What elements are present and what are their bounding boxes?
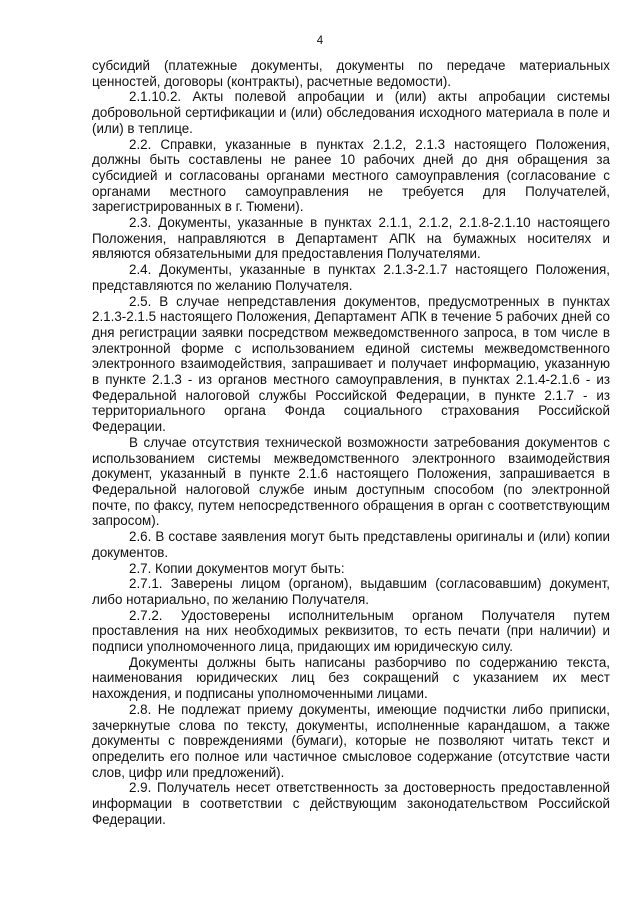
paragraph-2-8: 2.8. Не подлежат приему документы, имеющие подчистки либо приписки, зачеркнутые слова по тексту, документы, исполненные карандашом, а также документы с повреждениями (бумаги), которые не позволяют читать текст и определить его полное или частичное смысловое содержание (отсутствие части слов, цифр или предложений). <box>92 701 610 780</box>
paragraph-2-2: 2.2. Справки, указанные в пунктах 2.1.2, 2.1.3 настоящего Положения, должны быть составлены не ранее 10 рабочих дней до дня обращения за субсидией и согласованы органами местного самоуправления (согласование с органами местного самоуправления не требуется для Получателей, зарегистрированных в г. Тюмени). <box>92 136 610 215</box>
paragraph-2-5-technical: В случае отсутствия технической возможности затребования документов с использованием системы межведомственного электронного взаимодействия документ, указанный в пункте 2.1.6 настоящего Положения, запрашивается в Федеральной налоговой службе иным доступным способом (по электронной почте, по факсу, путем непосредственного обращения в орган с соответствующим запросом). <box>92 434 610 529</box>
paragraph-2-4: 2.4. Документы, указанные в пунктах 2.1.3-2.1.7 настоящего Положения, представляются по желанию Получателя. <box>92 262 610 293</box>
document-body <box>92 58 610 827</box>
paragraph-2-7: 2.7. Копии документов могут быть: <box>129 560 345 576</box>
paragraph-documents-legibility: Документы должны быть написаны разборчиво по содержанию текста, наименования юридических лиц без сокращений с указанием их мест нахождения, и подписаны уполномоченными лицами. <box>92 654 610 702</box>
paragraph-subsidy-documents: субсидий (платежные документы, документы по передаче материальных ценностей, договоры (контракты), расчетные ведомости). <box>92 58 610 89</box>
paragraph-2-3: 2.3. Документы, указанные в пунктах 2.1.1, 2.1.2, 2.1.8-2.1.10 настоящего Положения, направляются в Департамент АПК на бумажных носителях и являются обязательными для предоставления Получателями. <box>92 215 610 262</box>
page-number: 4 <box>316 35 324 47</box>
paragraph-2-1-10-2: 2.1.10.2. Акты полевой апробации и (или) акты апробации системы добровольной сертификации и (или) обследования исходного материала в поле и (или) в теплице. <box>92 89 610 136</box>
paragraph-2-7-1: 2.7.1. Заверены лицом (органом), выдавшим (согласовавшим) документ, либо нотариально, по желанию Получателя. <box>92 576 610 607</box>
paragraph-2-5: 2.5. В случае непредставления документов, предусмотренных в пунктах 2.1.3-2.1.5 настоящего Положения, Департамент АПК в течение 5 рабочих дней со дня регистрации заявки посредством межведомственного запроса, в том числе в электронной форме с использованием единой системы межведомственного электронного взаимодействия, запрашивает и получает информацию, указанную в пункте 2.1.3 - из органов местного самоуправления, в пунктах 2.1.4-2.1.6 - из Федеральной налоговой службы Российской Федерации, в пункте 2.1.7 - из территориального органа Фонда социального страхования Российской Федерации. <box>92 293 610 435</box>
paragraph-2-6: 2.6. В составе заявления могут быть представлены оригиналы и (или) копии документов. <box>92 529 610 560</box>
paragraph-2-9: 2.9. Получатель несет ответственность за достоверность предоставленной информации в соответствии с действующим законодательством Российской Федерации. <box>92 780 610 827</box>
paragraph-2-7-2: 2.7.2. Удостоверены исполнительным органом Получателя путем проставления на них необходимых реквизитов, то есть печати (при наличии) и подписи уполномоченного лица, придающих им юридическую силу. <box>92 607 610 655</box>
